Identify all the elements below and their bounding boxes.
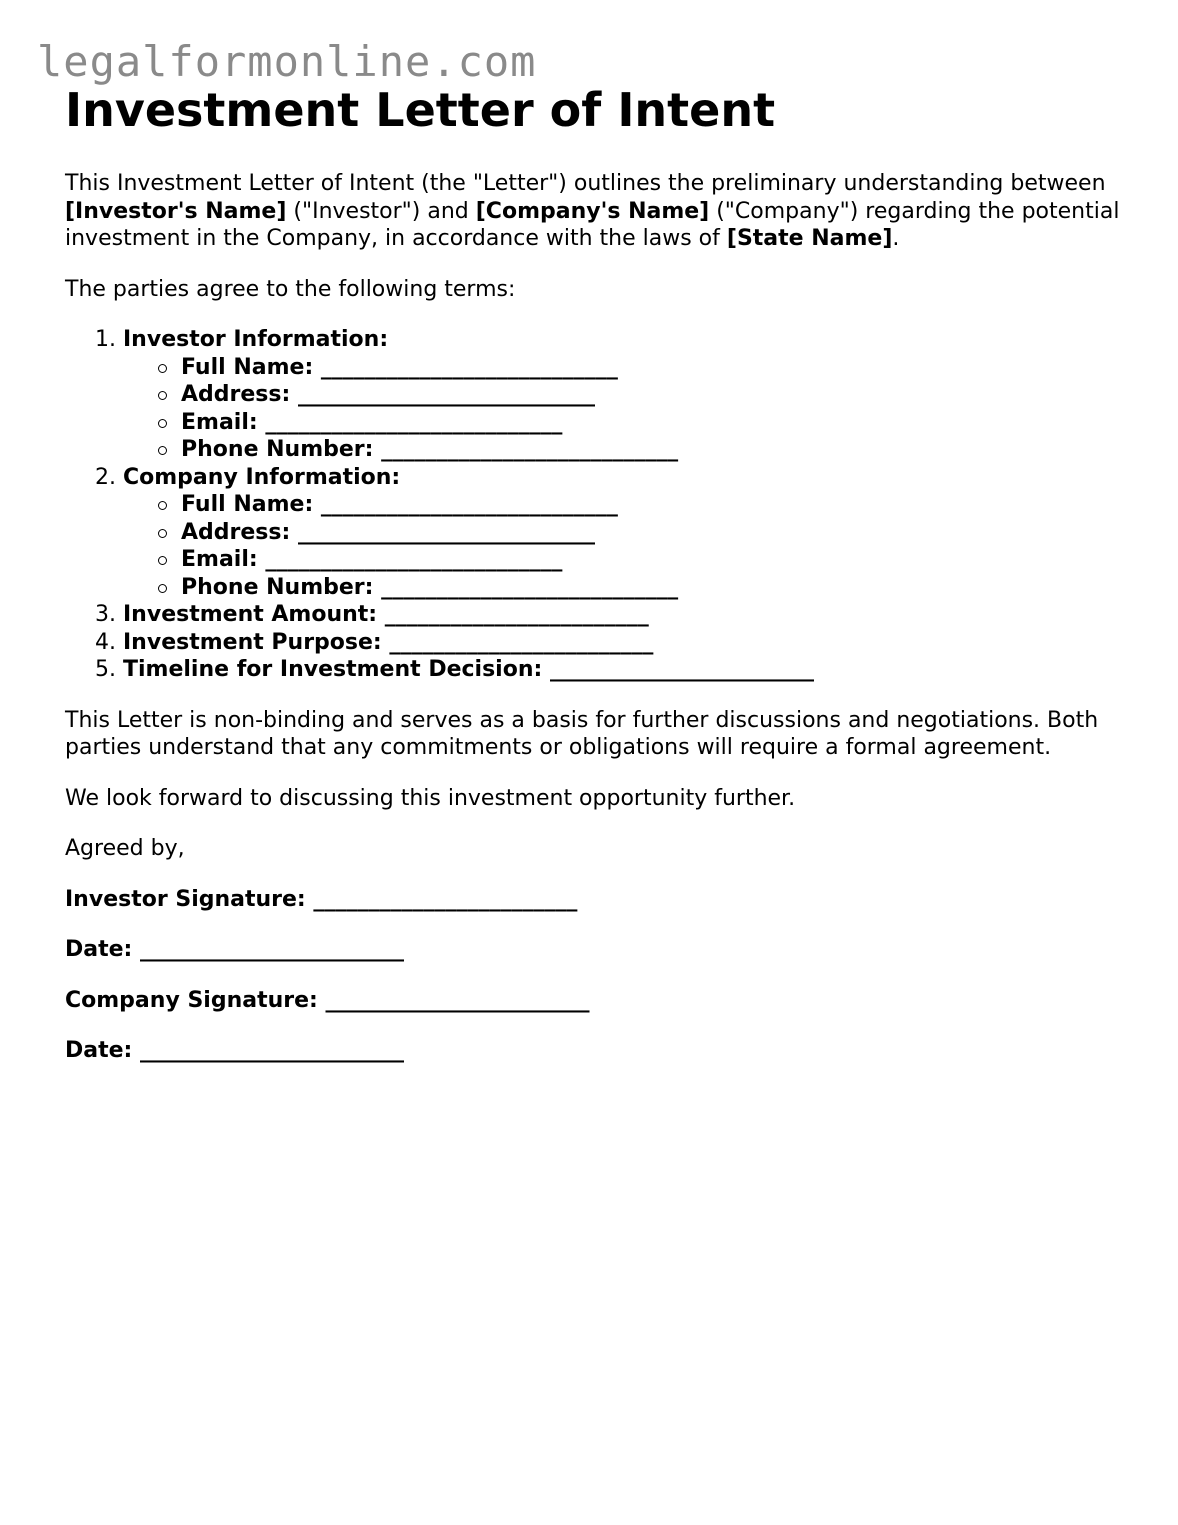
state-name-placeholder: [State Name] xyxy=(726,226,893,251)
company-name-placeholder: [Company's Name] xyxy=(475,198,710,224)
company-information-label: Company Information: xyxy=(123,464,401,490)
company-signature-line: Company Signature: ________________________ xyxy=(65,987,590,1013)
investor-date-line: Date: ________________________ xyxy=(65,937,405,962)
investor-name-placeholder: [Investor's Name] xyxy=(65,198,287,224)
intro-text-3: ("Company") regarding the potential investment in the Company, in accordance with the laws of xyxy=(65,198,1120,251)
agreed-by: Agreed by, xyxy=(65,836,185,861)
intro-text-4: . xyxy=(892,226,900,251)
term-investment-amount: 3. Investment Amount: ________________________ xyxy=(123,601,1125,629)
term-investor-information xyxy=(123,326,1125,464)
company-phone-field: Phone Number: ___________________________ xyxy=(181,574,1125,602)
term-timeline: 5. Timeline for Investment Decision: ________________________ xyxy=(123,656,1125,684)
investor-address-field: Address: ___________________________ xyxy=(181,381,1125,409)
investor-phone-field: Phone Number: ___________________________ xyxy=(181,436,1125,464)
investor-full-name-field: Full Name: ___________________________ xyxy=(181,354,1125,382)
intro-text-2: ("Investor") and xyxy=(286,198,476,224)
investor-signature-line: Investor Signature: ________________________ xyxy=(65,886,578,912)
term-investment-purpose: 4. Investment Purpose: ________________________ xyxy=(123,629,1125,657)
document-page xyxy=(65,82,1125,1065)
company-email-field: Email: ___________________________ xyxy=(181,546,1125,574)
company-date-line: Date: ________________________ xyxy=(65,1038,405,1063)
company-address-field: Address: ___________________________ xyxy=(181,519,1125,547)
company-full-name-field: Full Name: ___________________________ xyxy=(181,491,1125,519)
terms-intro: The parties agree to the following terms: xyxy=(65,276,516,302)
nonbinding-paragraph: This Letter is non-binding and serves as a basis for further discussions and negotiations. Both parties understand that any commitments or obligations will require a formal agreement. xyxy=(65,707,1099,760)
watermark: legalformonline.com xyxy=(37,37,537,86)
closing-paragraph: We look forward to discussing this investment opportunity further. xyxy=(65,785,796,811)
intro-text-1: This Investment Letter of Intent (the "Letter") outlines the preliminary understanding between xyxy=(65,171,1106,196)
investor-email-field: Email: ___________________________ xyxy=(181,409,1125,437)
terms-list xyxy=(65,326,1125,684)
document-title: Investment Letter of Intent xyxy=(65,83,776,137)
investor-information-fields xyxy=(123,354,1125,464)
company-information-fields xyxy=(123,491,1125,601)
intro-paragraph xyxy=(65,170,1125,253)
term-company-information xyxy=(123,464,1125,602)
investor-information-label: Investor Information: xyxy=(123,327,389,352)
